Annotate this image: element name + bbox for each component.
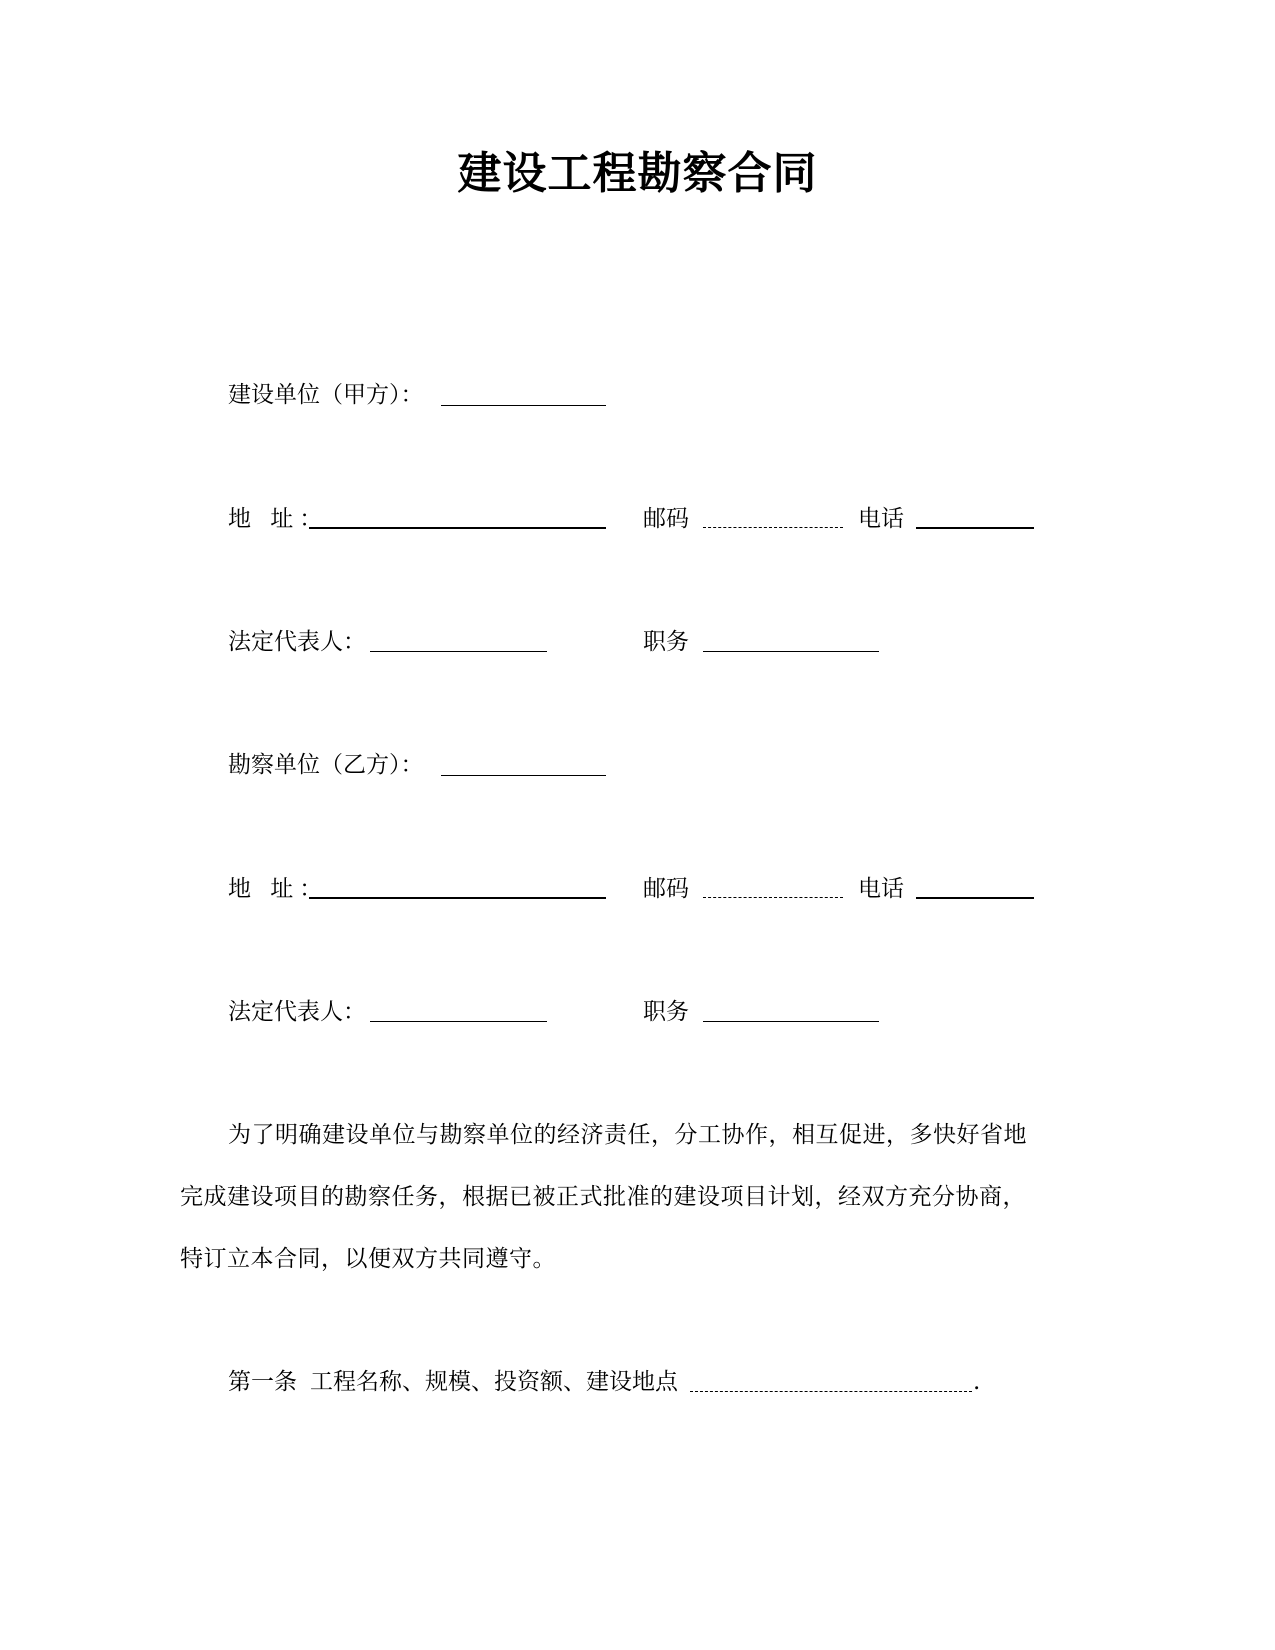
party-b-unit-label: 勘察单位（乙方）：: [228, 752, 424, 778]
party-b-rep-field[interactable]: [370, 1021, 547, 1022]
party-b-rep-label: 法定代表人：: [228, 999, 366, 1025]
party-a-address-field[interactable]: [309, 527, 606, 529]
party-a-postcode-field[interactable]: [703, 527, 843, 528]
article-1-text: 工程名称、规模、投资额、建设地点: [310, 1369, 678, 1395]
party-a-unit-label: 建设单位（甲方）：: [228, 382, 424, 408]
preamble-line-3: 特订立本合同，以便双方共同遵守。: [180, 1246, 556, 1272]
party-b-position-label: 职务: [643, 999, 689, 1025]
party-a-phone-label: 电话: [858, 506, 904, 532]
article-1-number: 第一条: [228, 1369, 297, 1395]
party-b-postcode-field[interactable]: [703, 897, 843, 898]
party-b-unit-field[interactable]: [441, 775, 606, 776]
party-b-address-label: 地 址：: [228, 876, 329, 902]
article-1-period: .: [973, 1369, 981, 1395]
preamble-line-1: 为了明确建设单位与勘察单位的经济责任，分工协作，相互促进，多快好省地: [228, 1122, 1027, 1148]
article-1-blank-field[interactable]: [690, 1391, 972, 1392]
party-a-address-label: 地 址：: [228, 506, 329, 532]
party-a-rep-field[interactable]: [370, 651, 547, 652]
party-a-position-label: 职务: [643, 629, 689, 655]
document-title: 建设工程勘察合同: [457, 148, 818, 199]
party-a-rep-label: 法定代表人：: [228, 629, 366, 655]
party-a-postcode-label: 邮码: [643, 506, 689, 532]
preamble-line-2: 完成建设项目的勘察任务，根据已被正式批准的建设项目计划，经双方充分协商，: [180, 1184, 1026, 1210]
party-b-address-field[interactable]: [309, 897, 606, 899]
party-a-phone-field[interactable]: [916, 527, 1034, 529]
party-a-position-field[interactable]: [703, 651, 879, 652]
party-b-phone-label: 电话: [858, 876, 904, 902]
party-b-postcode-label: 邮码: [643, 876, 689, 902]
party-a-unit-field[interactable]: [441, 405, 606, 406]
party-b-position-field[interactable]: [703, 1021, 879, 1022]
party-b-phone-field[interactable]: [916, 897, 1034, 899]
